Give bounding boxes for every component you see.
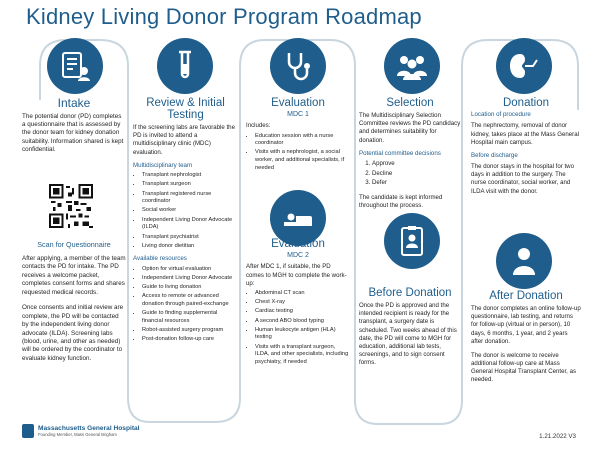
list-item: • Transplant psychiatrist [142,234,238,242]
eval1-heading: Evaluation [271,97,325,109]
list-item: • Human leukocyte antigen (HLA) testing [255,327,350,342]
page-title: Kidney Living Donor Program Roadmap [26,4,422,29]
list-item: • Living donor dietitian [142,243,238,251]
selection-body: The Multidisciplinary Selection Committee reviews the PD candidacy and determines suitability for donation. [359,112,461,144]
intake-after-column [22,252,126,363]
list-item: • Cardiac testing [255,308,350,316]
decisions-title: Potential committee decisions [359,149,441,157]
after-body: The donor completes an online follow-up questionnaire, lab testing, and returns for follow-up (virtual or in person), 10 days, 6 months, 1 year, and 2 years after donation. [471,305,581,345]
intake-heading: Intake [57,96,91,110]
shield-icon [22,424,34,438]
clipboard-person-icon [384,213,440,269]
eval1-list [246,133,350,173]
selection-heading: Selection [386,97,434,109]
after-body2: The donor is welcome to receive additional follow-up care at Mass General Hospital Transplant Center, as needed. [471,351,577,384]
list-item: • Option for virtual evaluation [142,266,238,274]
list-item: 2. Decline [372,170,461,178]
selection-after: The candidate is kept informed throughout the process. [359,193,443,209]
review-heading: Review & Initial Testing [146,97,225,122]
selection-column [359,97,461,210]
list-item: • Abdominal CT scan [255,290,350,298]
list-item: • Robot-assisted surgery program [142,327,238,335]
logo-name: Massachusetts General Hospital [38,424,140,432]
resources-title: Available resources [133,255,187,263]
list-item: • Transplant registered nurse coordinator [142,191,238,206]
team-list [133,172,238,250]
stethoscope-icon [270,38,326,94]
discharge-title: Before discharge [471,151,518,159]
before-column [359,287,461,367]
review-body: If the screening labs are favorable the PD is invited to attend a multidisciplinary clinic (MDC) evaluation. [133,124,235,156]
team-title: Multidisciplinary team [133,161,193,169]
intake-body: The potential donor (PD) completes a questionnaire that is assessed by the donor team for kidney donation suitability. Information shared is kept confidential. [22,112,124,154]
list-item: • A second ABO blood typing [255,318,350,326]
location-body: The nephrectomy, removal of donor kidney, takes place at the Mass General Hospital main campus. [471,122,579,146]
person-icon [496,233,552,289]
list-item: • Guide to finding supplemental financial resources [142,310,238,325]
list-item: • Visits with a nephrologist, a social worker, and additional specialists, if needed [255,149,350,172]
intake-after2: Once consents and initial review are complete, the PD will be contacted by the independent living donor advocate (ILDA). Screening labs (blood, urine, and other as needed) will be ordered by the coordinator to evaluate kidney function. [22,304,124,362]
list-item: • Independent Living Donor Advocate [142,275,238,283]
list-item: • Guide to living donation [142,284,238,292]
after-heading: After Donation [489,290,563,302]
eval2-sub: MDC 2 [287,252,309,260]
decisions-list [359,160,461,188]
donation-column [471,97,581,196]
intake-after: After applying, a member of the team contacts the PD for intake. The PD receives a welcome packet, completes consent forms and shares requested medical records. [22,255,126,296]
kidney-icon [496,38,552,94]
list-item: • Access to remote or advanced donation through paired-exchange [142,293,238,308]
test-tube-icon [157,38,213,94]
checklist-person-icon [47,38,103,94]
list-item: • Visits with a transplant surgeon, ILDA, and other specialists, including psychiatry, if needed [255,344,350,367]
eval2-heading: Evaluation [271,238,325,250]
location-title: Location of procedure [471,111,531,119]
eval2-list [246,290,350,367]
before-body: Once the PD is approved and the intended recipient is ready for the transplant, a surgery date is scheduled. Two weeks ahead of this date, the PD will come to MGH for education, additional lab tests, screenings, and to sign consent forms. [359,302,457,367]
eval2-body: After MDC 1, if suitable, the PD comes to MGH to complete the work-up: [246,263,347,287]
people-group-icon [384,38,440,94]
scan-questionnaire-label[interactable]: Scan for Questionnaire [37,240,111,249]
logo-tagline: Founding Member, Mass General Brigham [38,432,117,438]
list-item: 3. Defer [372,179,461,187]
qr-code-icon[interactable] [49,184,93,228]
review-column [133,97,238,346]
list-item: • Post-donation follow-up care [142,336,238,344]
list-item: • Transplant nephrologist [142,172,238,180]
eval2-column [246,238,350,368]
list-item: • Chest X-ray [255,299,350,307]
intake-column [22,97,126,155]
list-item: • Education session with a nurse coordinator [255,133,350,148]
list-item: 1. Approve [372,160,461,168]
eval1-column [246,97,350,174]
resources-list [133,266,238,344]
eval1-includes: Includes: [246,122,271,130]
discharge-body: The donor stays in the hospital for two days in addition to the surgery. The nurse coordinator, social worker, and ILDA visit with the donor. [471,163,574,195]
version-label: 1.21.2022 V3 [539,433,576,440]
eval1-sub: MDC 1 [287,111,309,119]
list-item: • Transplant surgeon [142,181,238,189]
before-heading: Before Donation [368,287,452,299]
after-column [471,290,581,384]
donation-heading: Donation [502,97,550,109]
hospital-logo [22,424,140,438]
list-item: • Social worker [142,207,238,215]
list-item: • Independent Living Donor Advocate (ILDA) [142,217,238,232]
